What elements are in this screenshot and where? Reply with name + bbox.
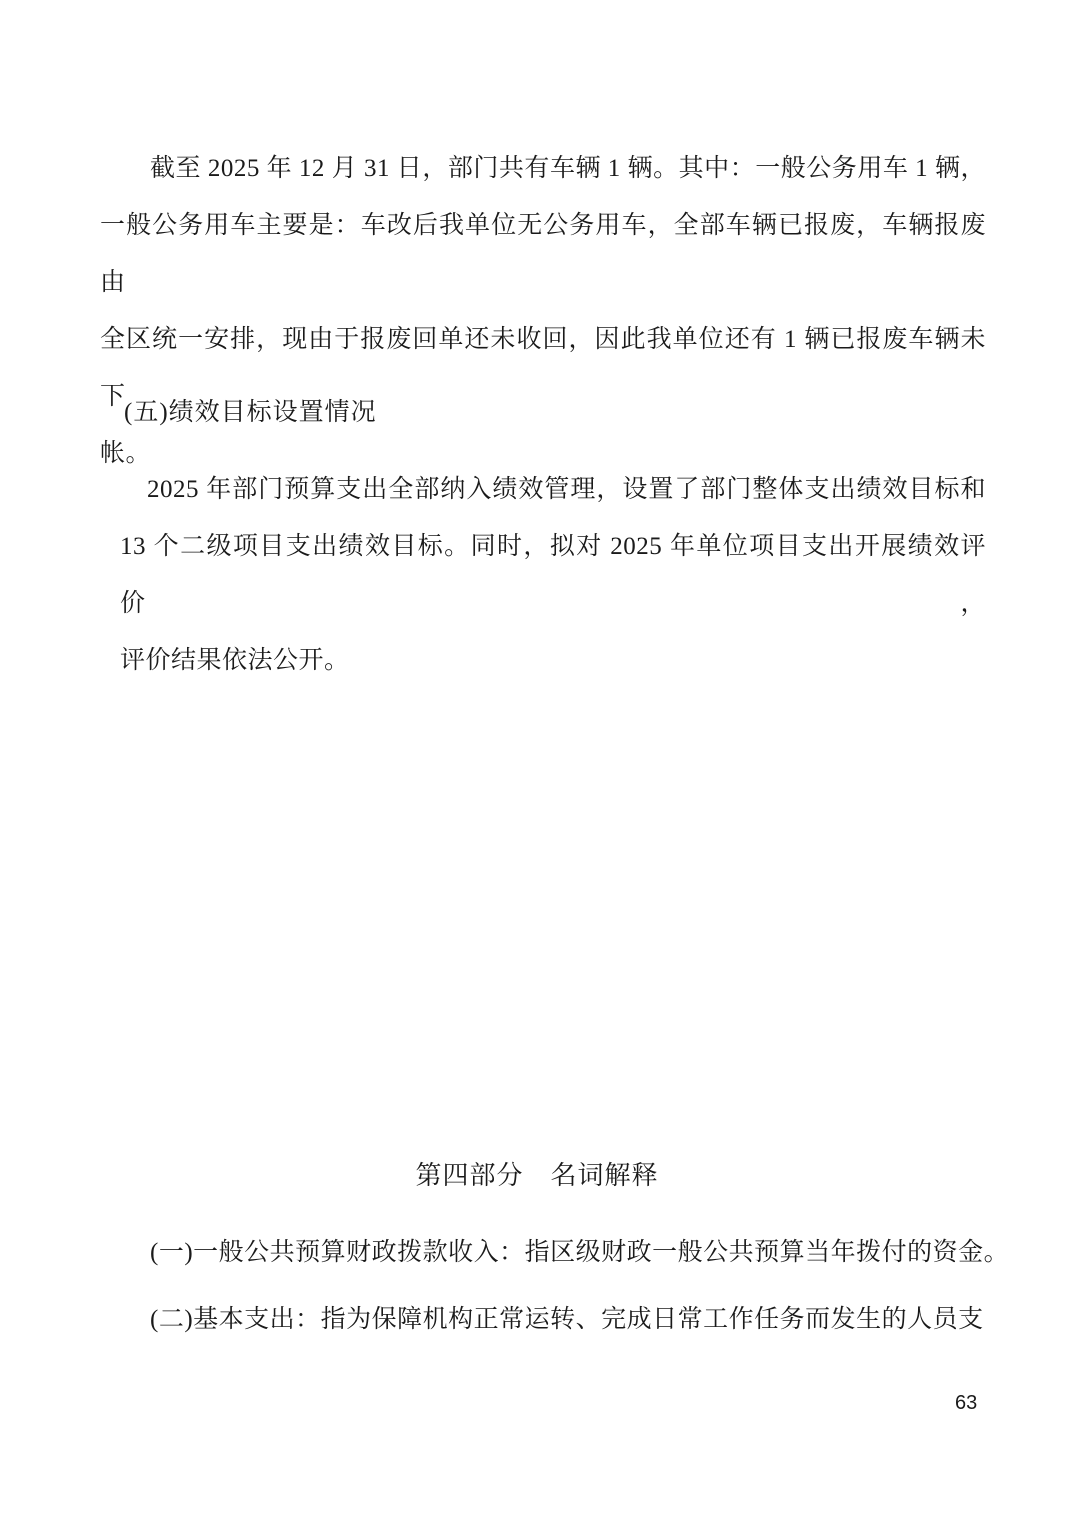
paragraph-performance-targets bbox=[120, 461, 986, 689]
definitions-list bbox=[150, 1219, 1010, 1353]
text-line: 评价结果依法公开。 bbox=[120, 647, 350, 674]
text-line: 2025 年部门预算支出全部纳入绩效管理，设置了部门整体支出绩效目标和 bbox=[147, 476, 986, 503]
text-line: 帐。 bbox=[100, 440, 152, 467]
text-line: 13 个二级项目支出绩效目标。同时，拟对 2025 年单位项目支出开展绩效评价， bbox=[120, 533, 986, 617]
definition-item: (一)一般公共预算财政拨款收入：指区级财政一般公共预算当年拨付的资金。 bbox=[150, 1239, 1010, 1266]
page-number: 63 bbox=[955, 1392, 978, 1414]
part4-heading-glossary: 第四部分 名词解释 bbox=[415, 1161, 659, 1190]
text-line: 截至 2025 年 12 月 31 日，部门共有车辆 1 辆。其中：一般公务用车 1 辆， bbox=[150, 155, 986, 182]
text-line: 一般公务用车主要是：车改后我单位无公务用车，全部车辆已报废，车辆报废由 bbox=[100, 212, 986, 296]
section-heading-performance-targets: (五)绩效目标设置情况 bbox=[124, 399, 377, 426]
definition-item: (二)基本支出：指为保障机构正常运转、完成日常工作任务而发生的人员支 bbox=[150, 1306, 984, 1333]
text-line: 全区统一安排，现由于报废回单还未收回，因此我单位还有 1 辆已报废车辆未下 bbox=[100, 326, 986, 410]
